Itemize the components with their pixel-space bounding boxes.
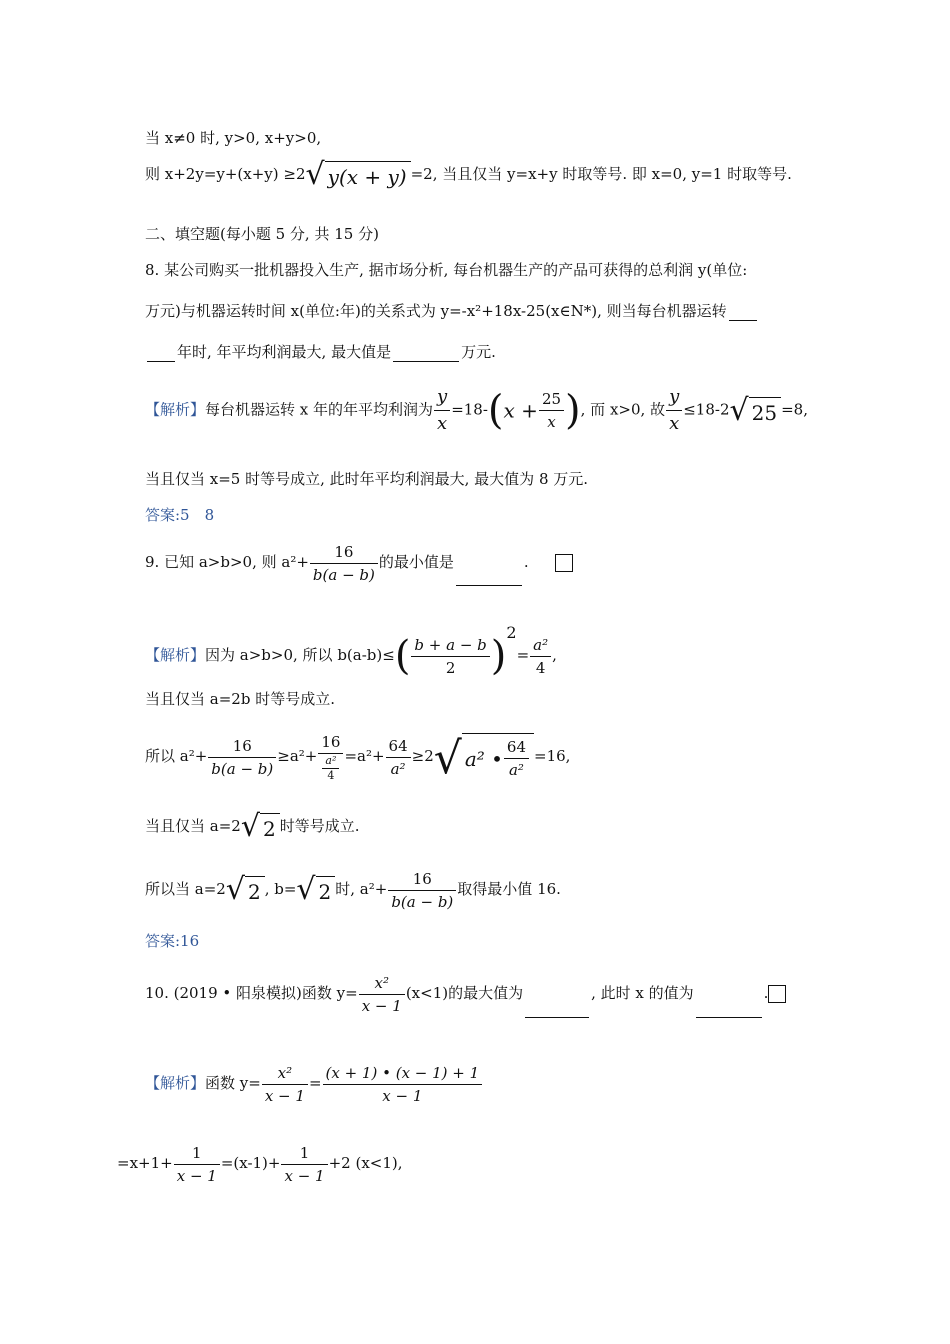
sqrt-expr: √ y(x + y)	[306, 160, 411, 190]
radicand: y(x + y)	[325, 161, 411, 190]
text: =(x-1)+	[220, 1154, 281, 1172]
q10-solution	[145, 1058, 483, 1108]
text: , 而 x>0, 故	[580, 400, 666, 419]
solution-tag: 【解析】	[145, 1074, 206, 1092]
q9-solution: 【解析】因为 a>b>0, 所以 b(a-b)≤( $\frac{b + a - b}{2}$ )$^2$= $\frac{\text{a²}}{4}$ ,	[145, 623, 557, 679]
text: =	[308, 1074, 322, 1092]
text: =18-	[451, 400, 488, 419]
q9-solution-5	[145, 866, 561, 913]
text: ,	[552, 646, 557, 664]
text: .	[763, 984, 769, 1002]
text: =2, 当且仅当 y=x+y 时取等号. 即 x=0, y=1 时取等号.	[410, 165, 792, 183]
answer-blank[interactable]	[393, 361, 459, 362]
text: 所以当 a=2	[145, 880, 226, 898]
sqrt-expr: √ a² • $\frac{64}{\text{a²}}$	[434, 733, 534, 781]
radicand: 25	[749, 397, 781, 426]
text: ≥a²+	[277, 747, 318, 765]
solution-tag: 【解析】	[145, 646, 206, 664]
math: x +	[503, 398, 538, 423]
q10-question	[145, 968, 786, 1018]
text: =16,	[534, 747, 571, 765]
text: ≥2	[411, 747, 434, 765]
text: ≤18-2	[683, 400, 730, 419]
checkbox[interactable]	[555, 554, 573, 572]
fraction: $\frac{1}{x - 1}$	[281, 1142, 327, 1187]
fraction: $\frac{y}{x}$	[666, 384, 682, 437]
fraction: 16 a² 4	[318, 731, 343, 783]
q8-line3	[145, 342, 496, 362]
solution-tag: 【解析】	[145, 400, 206, 419]
fraction: $\frac{16}{b(a - b)}$	[208, 735, 276, 780]
text: =	[516, 646, 530, 664]
text: 函数 y=	[205, 1074, 261, 1092]
text-line: 当 x≠0 时, y>0, x+y>0,	[145, 129, 322, 147]
q9-solution-2: 当且仅当 a=2b 时等号成立.	[145, 690, 335, 708]
text: =a²+	[344, 747, 385, 765]
text: 取得最小值 16.	[457, 880, 561, 898]
q9-question	[145, 538, 573, 586]
text: 的最小值是	[378, 553, 454, 571]
text: +2 (x<1),	[328, 1154, 403, 1172]
sqrt-expr: √ 2	[241, 812, 280, 842]
text: 年时, 年平均利润最大, 最大值是	[177, 343, 392, 361]
fraction: $\frac{16}{b(a - b)}$	[388, 868, 456, 913]
q8-answer: 答案:5 8	[145, 506, 215, 524]
radicand: 2	[260, 813, 280, 842]
text: =x+1+	[117, 1154, 173, 1172]
fraction: $\frac{(x + 1) • (x - 1) + 1}{x - 1}$	[323, 1062, 483, 1107]
text: 万元.	[461, 343, 496, 361]
text: , 此时 x 的值为	[591, 984, 694, 1002]
answer-blank[interactable]	[729, 320, 757, 321]
fraction: $\frac{y}{x}$	[434, 384, 450, 437]
text: 万元)与机器运转时间 x(单位:年)的关系式为 y=-x²+18x-25(x∈N*), 则当每台机器运转	[145, 302, 727, 320]
sqrt-expr: √ 2	[296, 875, 335, 905]
checkbox[interactable]	[768, 985, 786, 1003]
text: , b=	[264, 880, 297, 898]
text: 10. (2019 • 阳泉模拟)函数 y=	[145, 984, 358, 1002]
q8-line2	[145, 301, 759, 321]
fraction: $\frac{25}{x}$	[539, 388, 564, 433]
q8-line1: 8. 某公司购买一批机器投入生产, 据市场分析, 每台机器生产的产品可获得的总利润 y(单位:	[145, 261, 748, 279]
q9-solution-3	[145, 724, 570, 788]
text: .	[523, 553, 529, 571]
answer-blank[interactable]	[456, 585, 522, 586]
section-heading: 二、填空题(每小题 5 分, 共 15 分)	[145, 225, 379, 243]
fraction: $\frac{1}{x - 1}$	[174, 1142, 220, 1187]
q8-solution-2: 当且仅当 x=5 时等号成立, 此时年平均利润最大, 最大值为 8 万元.	[145, 470, 589, 488]
fraction: $\frac{b + a - b}{2}$	[411, 634, 489, 679]
text: 当且仅当 a=2	[145, 817, 241, 835]
answer-blank[interactable]	[696, 1017, 762, 1018]
fraction: $\frac{16}{b(a - b)}$	[310, 541, 378, 586]
text: 则 x+2y=y+(x+y) ≥2	[145, 165, 306, 183]
q9-answer: 答案:16	[145, 932, 200, 950]
q8-solution: 【解析】每台机器运转 x 年的年平均利润为 $\frac{y}{x}$ =18-(x + $\frac{25}{x}$ ), 而 x>0, 故 $\frac{y}{x}$ ≤18-2 √ 25 =8,	[145, 384, 808, 437]
fraction: $\frac{\text{x²}}{x - 1}$	[262, 1062, 308, 1107]
sqrt-expr: √ 2	[226, 875, 265, 905]
answer-blank[interactable]	[525, 1017, 589, 1018]
text: 因为 a>b>0, 所以 b(a-b)≤	[205, 646, 395, 664]
text: 时, a²+	[335, 880, 388, 898]
text: =8,	[781, 400, 808, 419]
fraction: $\frac{64}{\text{a²}}$	[386, 735, 411, 780]
text: 9. 已知 a>b>0, 则 a²+	[145, 553, 309, 571]
sqrt-expr: √ 25	[730, 396, 782, 426]
answer-blank[interactable]	[147, 361, 175, 362]
q10-solution-2	[117, 1138, 403, 1188]
text: 所以 a²+	[145, 747, 208, 765]
text: (x<1)的最大值为	[405, 984, 524, 1002]
q9-solution-4	[145, 808, 359, 844]
text: 每台机器运转 x 年的年平均利润为	[205, 400, 434, 419]
exponent: 2	[506, 623, 517, 642]
text-line	[145, 157, 792, 192]
text: 时等号成立.	[279, 817, 360, 835]
fraction: $\frac{\text{a²}}{4}$	[530, 634, 551, 679]
fraction: $\frac{\text{x²}}{x - 1}$	[359, 972, 405, 1017]
